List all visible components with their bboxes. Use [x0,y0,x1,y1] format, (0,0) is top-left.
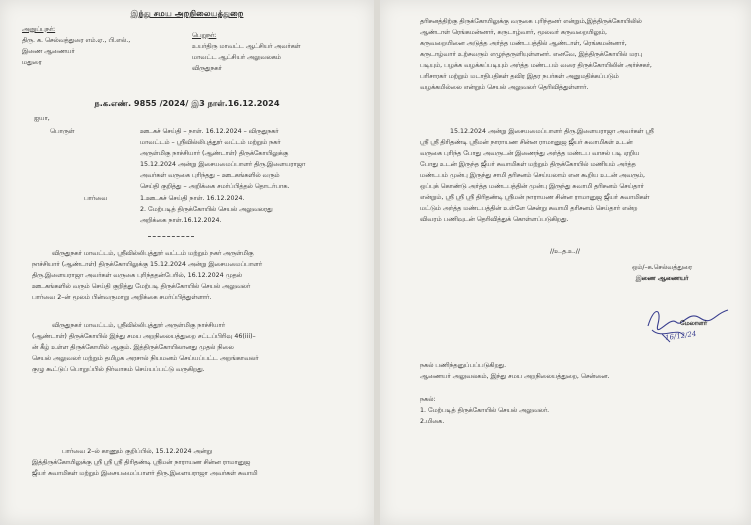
sender-line: திரு. க. செல்வத்துரை எம்.ஏ., பி.எல்., [22,37,131,44]
paragraph-line: குழு கூட்டுப் பொறுப்பில் நிர்வாகம் செய்யப்பட்டு வருகிறது. [32,366,205,373]
nakal-item: 1. மேற்படித் திருக்கோயில் செயல் அலுவலர். [420,407,550,414]
paragraph-line: பரிசாரகர் மற்றும் மடாதிபதிகள் தவிர இதர நபர்கள் அனுமதிக்கப்படும் [420,73,619,80]
paragraph-line: வருகை புரிந்த போது அவருடன் இணைந்து அர்த்த மண்டப வாசல் படி ஏறிய [420,150,640,157]
paragraph-line: விருதுநகர் மாவட்டம், ஸ்ரீவில்லிபுத்தூர் வட்டம் மற்றும் நகர் அருள்மிகு [52,250,254,257]
end-marker: //உ.த.உ.// [550,248,581,255]
left-page [0,0,374,525]
nakal-block [420,394,738,427]
paragraph-line: படியும், பழக்க வழக்கப்படியும் அர்த்த மண்டபம் வரை திருக்கோயிலின் அர்ச்சகர், [420,62,652,69]
reference-item: 2. மேற்படித் திருக்கோயில் செயல் அலுவலரது [140,206,273,213]
paragraph-line: விருதுநகர் மாவட்டம், ஸ்ரீவில்லிபுத்தூர் அருள்மிகு நாச்சியார் [52,322,226,329]
subject-line: மாவட்டம் – ஸ்ரீவில்லிபுத்தூர் வட்டம் மற்றும் நகர் [140,139,281,146]
paragraph-line: பார்வை 2–ன் மூலம் பின்வருமாறு அறிக்கை சமர்ப்பித்துள்ளார். [32,294,212,301]
paragraph-line: செயல் அலுவலர் மற்றும் தமிழக அரசால் நியமனம் செய்யப்பட்ட அறங்காவலர் [32,355,259,362]
paragraph-line: (ஆண்டாள்) திருக்கோயில் இந்து சமய அறநிலையத்துறை சட்டப்பிரிவு 46(iii)– [32,333,256,340]
reference-item: 1.ஊடகச் செய்தி நாள். 16.12.2024. [140,195,245,202]
paragraph-line: திரு.இளையராஜா அவர்கள் வருகை புரிந்ததன்பேரில், 16.12.2024 முதல் [32,272,242,279]
subject-line: ஊடகச் செய்தி – நாள். 16.12.2024 – விருதுநகர் [140,128,279,135]
recipient-label: பெறுநர்: [192,32,217,39]
salutation: ஐயா, [34,115,50,122]
reference-number: ந.க.எண். 9855 /2024/ இ3 நாள்.16.12.2024 [94,98,280,108]
subject-line: அருள்மிகு நாச்சியார் (ஆண்டாள்) திருக்கோயிலுக்கு [140,150,289,157]
copy-forward-block [420,360,738,382]
paragraph-line: ஊடகங்களில் வரும் செய்தி குறித்து மேற்படி திருக்கோயில் செயல் அலுவலர் [32,283,251,290]
paragraph-line: பார்வை 2–ல் காணும் குறிப்பில், 15.12.2024 அன்று [62,448,212,455]
signature-block [632,262,692,284]
paragraph-line: மட்டும் அர்த்த மண்டபத்தின் உள்ளே சென்று சுவாமி தரிசனம் செய்தார் என்ற [420,205,638,212]
paragraph-1 [32,248,362,303]
paragraph-line: ன் கீழ் உள்ள திருக்கோயில் ஆகும். இத்திருக்கோயிலானது முதல் நிலை [32,344,234,351]
paragraph-line: வழக்கமில்லை என்றும் செயல் அலுவலர் தெரிவித்துள்ளார். [420,84,589,91]
signatory-name: ஒம்/–க.செல்வத்துரை [632,264,693,271]
copy-line: ஆணையர் அலுவலகம், இந்து சமய அறநிலையத்துறை, சென்னை. [420,373,610,380]
department-heading: இந்து சமய அறநிலையத்துறை [130,8,244,18]
paragraph-line: ஆண்டாள் ரெங்கமன்னார், கருடாழ்வார், மூலவர் கருவறையிலும், [420,29,608,36]
paragraph-line: கருடாழ்வார் உற்சவரும் எழுந்தருளியுள்ளனர். எனவே, இத்திருக்கோயில் மரபு [420,51,643,58]
nakal-label: நகல்: [420,396,436,403]
paragraph-line: என்றும், ஸ்ரீ ஸ்ரீ ஸ்ரீ திரிதண்டி ஸ்ரீமன் நாராயண சின்ன ராமானுஜ ஜீயர் சுவாமிகள் [420,194,650,201]
paragraph-line: ஸ்ரீ ஸ்ரீ திரிதண்டி ஸ்ரீமன் நாராயண சின்ன ராமானுஜ ஜீயர் சுவாமிகள் உடன் [420,139,633,146]
subject-label: பொருள் [50,128,75,135]
paragraph-line: தரிசனத்திற்கு திருக்கோயிலுக்கு வருகை புரிந்தனர் என்றும்,இத்திருக்கோயிலில் [420,18,642,25]
paragraph-line: 15.12.2024 அன்று இசையமைப்பாளர் திரு.இளையராஜா அவர்கள் ஸ்ரீ [450,128,654,135]
recipient-line: விருதுநகர் [192,65,222,72]
recipient-line: மாவட்ட ஆட்சியர் அலுவலகம் [192,54,281,61]
subject-line: 15.12.2024 அன்று இசையமைப்பாளர் திரு.இளையராஜா [140,161,306,168]
paragraph-visit [420,126,738,225]
paragraph-continued [420,16,738,93]
paragraph-line: மண்டபம் முன்பு இருந்து சாமி தரிசனம் செய்யலாம் என கூறிய உடன் அவரும், [420,172,646,179]
recipient-line: உயர்திரு மாவட்ட ஆட்சியர் அவர்கள் [192,43,301,50]
sender-label: அனுப்புநர்: [22,26,56,33]
section-divider [148,236,194,237]
subject-line: அவர்கள் வருகை புரிந்தது – ஊடகங்களில் வரும் [140,172,280,179]
recipient-block [192,30,362,74]
paragraph-line: விவரம் பணிவுடன் தெரிவித்துக் கொள்ளப்படுகிறது. [420,216,569,223]
paragraph-line: கருவறையினை அடுத்த அர்த்த மண்டபத்தில் ஆண்டாள், ரெங்கமன்னார், [420,40,627,47]
paragraph-2 [32,320,362,375]
reference-list [140,193,358,226]
paragraph-line: ஜீயர் சுவாமிகள் மற்றும் இசையமைப்பாளர் திரு.இளையராஜா அவர்கள் சுவாமி [32,470,258,477]
paragraph-line: இத்திருக்கோயிலுக்கு ஸ்ரீ ஸ்ரீ ஸ்ரீ திரிதண்டி ஸ்ரீமன் நாராயண சின்ன ராமானுஜ [32,459,251,466]
sender-line: மதுரை [22,59,42,66]
signatory-title: இணை ஆணையர் [635,275,689,282]
paragraph-line: போது உடன் இருந்த ஜீயர் சுவாமிகள் மற்றும் திருக்கோயில் மணியம் அர்த்த [420,161,636,168]
handwritten-date: 16/12/24 [664,329,697,343]
sender-line: இணை ஆணையர் [22,48,75,55]
manager-label: மேலாளர் [680,320,708,327]
subject-line: செய்தி குறித்து – அறிக்கை சமர்ப்பித்தல் தொடர்பாக. [140,183,290,190]
paragraph-3 [32,446,362,479]
sender-block [22,24,182,68]
nakal-item: 2.மிகை. [420,418,445,425]
right-page [380,0,751,525]
paragraph-line: நாச்சியார் (ஆண்டாள்) திருக்கோயிலுக்கு 15.12.2024 அன்று இசையமைப்பாளர் [32,261,263,268]
subject-text [140,126,358,192]
copy-line: நகல் பணிந்தனுப்பப்படுகிறது. [420,362,507,369]
paragraph-line: ஒப்புக் கொண்டு அர்த்த மண்டபத்தின் முன்பு இருந்து சுவாமி தரிசனம் செய்தார் [420,183,644,190]
reference-label: பார்வை [84,195,108,202]
reference-item: அறிக்கை நாள்.16.12.2024. [140,217,222,224]
